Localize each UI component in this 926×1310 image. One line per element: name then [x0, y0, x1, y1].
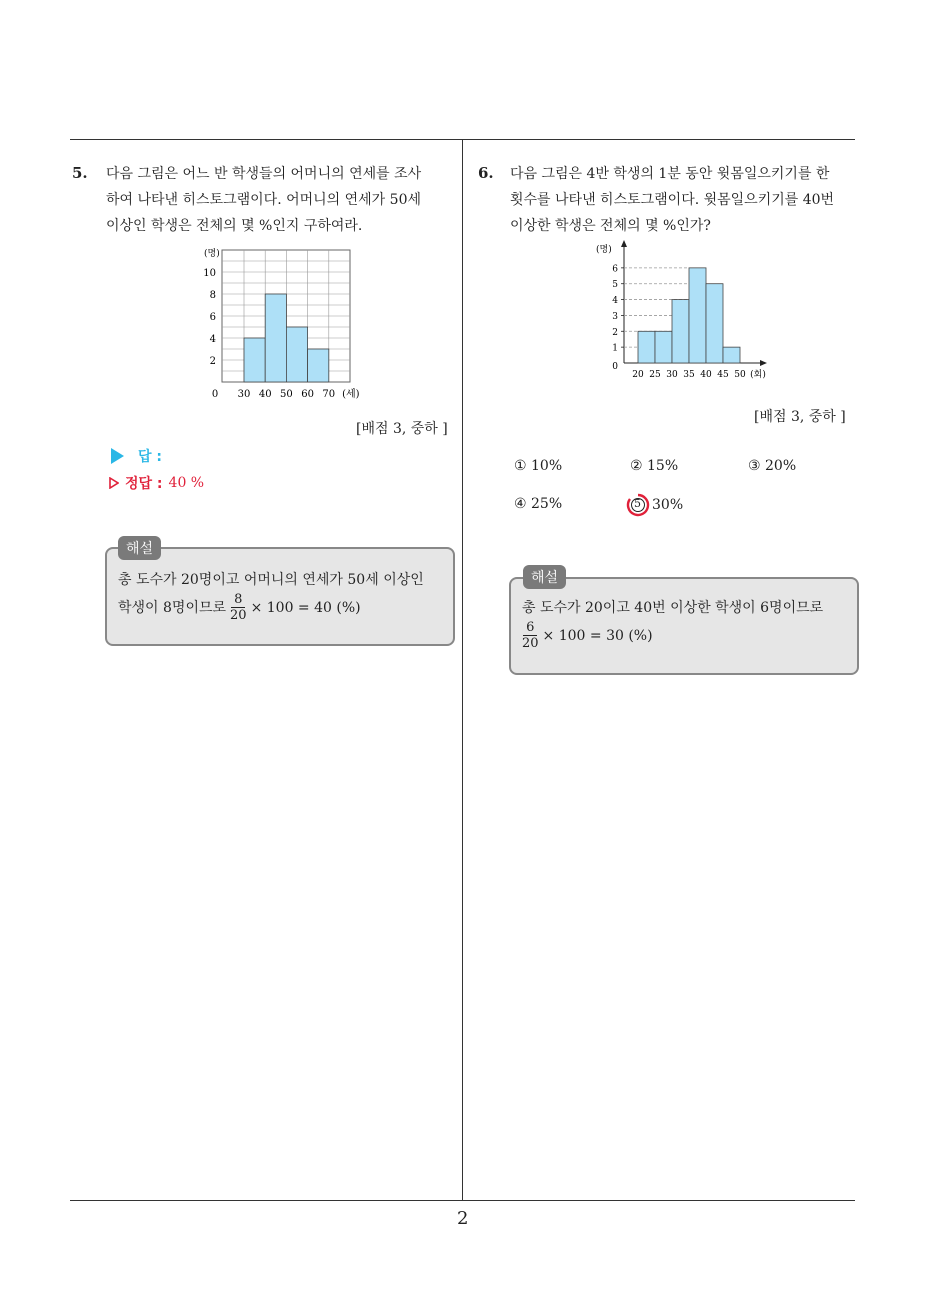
q5-correct-row	[109, 473, 204, 493]
q5-explanation-suffix: × 100 = 40 (%)	[250, 599, 361, 616]
histogram-bar	[689, 268, 706, 363]
q6-line: 횟수를 나타낸 히스토그램이다. 윗몸일으키기를 40번	[510, 192, 835, 208]
q5-line: 이상인 학생은 전체의 몇 %인지 구하여라.	[106, 218, 363, 234]
q6-choice-2[interactable]: ② 15%	[630, 458, 679, 474]
q6-explanation-text	[522, 596, 852, 651]
page-number: 2	[457, 1208, 469, 1229]
y-tick-label: 0	[612, 362, 618, 372]
q6-choice-3[interactable]: ③ 20%	[748, 458, 797, 474]
q5-explanation-text	[118, 568, 448, 623]
q5-correct-label: 정답 :	[125, 476, 163, 492]
x-tick-label: 20	[632, 370, 644, 380]
q5-explanation-line: 총 도수가 20명이고 어머니의 연세가 50세 이상인	[118, 572, 424, 588]
q5-number: 5.	[72, 164, 88, 182]
x-tick-label: 30	[666, 370, 678, 380]
x-tick-label: 30	[237, 389, 251, 400]
correct-arrow-icon	[109, 477, 119, 489]
x-tick-label: 40	[700, 370, 712, 380]
q5-answer-label: 답 :	[138, 449, 162, 465]
y-unit-label: (명)	[204, 249, 220, 259]
y-tick-label: 3	[612, 311, 618, 322]
q6-number: 6.	[478, 164, 494, 182]
x-tick-label: 25	[649, 370, 661, 380]
y-tick-label: 8	[209, 290, 216, 301]
q6-line: 다음 그림은 4반 학생의 1분 동안 윗몸일으키기를 한	[510, 166, 830, 182]
histogram-bar	[672, 300, 689, 363]
q5-score: [배점 3, 중하 ]	[356, 421, 448, 437]
q5-frac-num: 8	[231, 592, 245, 608]
q6-choice-4[interactable]: ④ 25%	[514, 496, 563, 512]
y-tick-label: 4	[209, 334, 216, 345]
column-divider	[462, 139, 463, 1200]
x-tick-label: 60	[301, 389, 314, 400]
q6-choice-5[interactable]	[626, 493, 683, 517]
q6-explanation-tag: 해설	[523, 565, 566, 589]
y-tick-label: 5	[612, 280, 618, 291]
y-tick-label: 10	[203, 268, 216, 279]
histogram-bar	[706, 284, 723, 363]
x-tick-label: 0	[211, 389, 219, 400]
y-axis-arrow-icon	[621, 240, 627, 247]
q5-explanation-line	[118, 592, 448, 623]
y-tick-label: 4	[612, 296, 618, 307]
y-tick-label: 6	[612, 264, 618, 275]
q5-histogram	[190, 240, 380, 400]
q5-fraction	[230, 592, 247, 623]
q5-explanation-prefix: 학생이 8명이므로	[118, 599, 227, 616]
q6-choice-5-label: 30%	[652, 497, 684, 513]
histogram-bar	[723, 347, 740, 363]
answer-arrow-icon	[111, 448, 124, 464]
x-tick-label: 70	[322, 389, 336, 400]
histogram-bar	[286, 327, 307, 382]
q6-choice-5-mark: 5	[634, 497, 641, 510]
x-tick-label: 50	[734, 370, 746, 380]
x-unit-label: (회)	[750, 370, 766, 380]
histogram-bar	[244, 338, 265, 382]
x-tick-label: 45	[717, 370, 729, 380]
q6-line: 이상한 학생은 전체의 몇 %인가?	[510, 218, 711, 234]
histogram-bar	[638, 331, 655, 363]
q6-explanation-line: 총 도수가 20이고 40번 이상한 학생이 6명이므로	[522, 600, 824, 616]
selected-circle-icon	[626, 493, 650, 517]
y-tick-label: 1	[612, 343, 618, 354]
q5-line: 하여 나타낸 히스토그램이다. 어머니의 연세가 50세	[106, 192, 421, 208]
q6-text	[510, 161, 860, 239]
x-axis-arrow-icon	[760, 360, 767, 366]
q6-frac-den: 20	[522, 636, 539, 651]
q5-answer-row	[111, 446, 162, 466]
bottom-rule	[70, 1200, 855, 1201]
histogram-bar	[265, 294, 286, 382]
histogram-bar	[655, 331, 672, 363]
q6-choice-1[interactable]: ① 10%	[514, 458, 563, 474]
q5-line: 다음 그림은 어느 반 학생들의 어머니의 연세를 조사	[106, 166, 422, 182]
q6-histogram	[592, 238, 782, 388]
y-unit-label: (명)	[596, 245, 612, 255]
q6-explanation-line	[522, 620, 852, 651]
q5-text	[106, 161, 456, 239]
x-tick-label: 50	[280, 389, 293, 400]
q5-frac-den: 20	[230, 608, 247, 623]
q6-explanation-suffix: × 100 = 30 (%)	[542, 627, 653, 644]
x-unit-label: (세)	[342, 389, 360, 400]
x-tick-label: 35	[683, 370, 695, 380]
q5-explanation-tag: 해설	[118, 536, 161, 560]
q6-fraction	[522, 620, 539, 651]
q5-correct-value: 40 %	[168, 475, 205, 491]
q6-frac-num: 6	[523, 620, 537, 636]
x-tick-label: 40	[258, 389, 272, 400]
histogram-bar	[308, 349, 329, 382]
y-tick-label: 2	[209, 356, 216, 367]
y-tick-label: 2	[612, 327, 618, 338]
q6-score: [배점 3, 중하 ]	[754, 409, 846, 425]
y-tick-label: 6	[209, 312, 216, 323]
